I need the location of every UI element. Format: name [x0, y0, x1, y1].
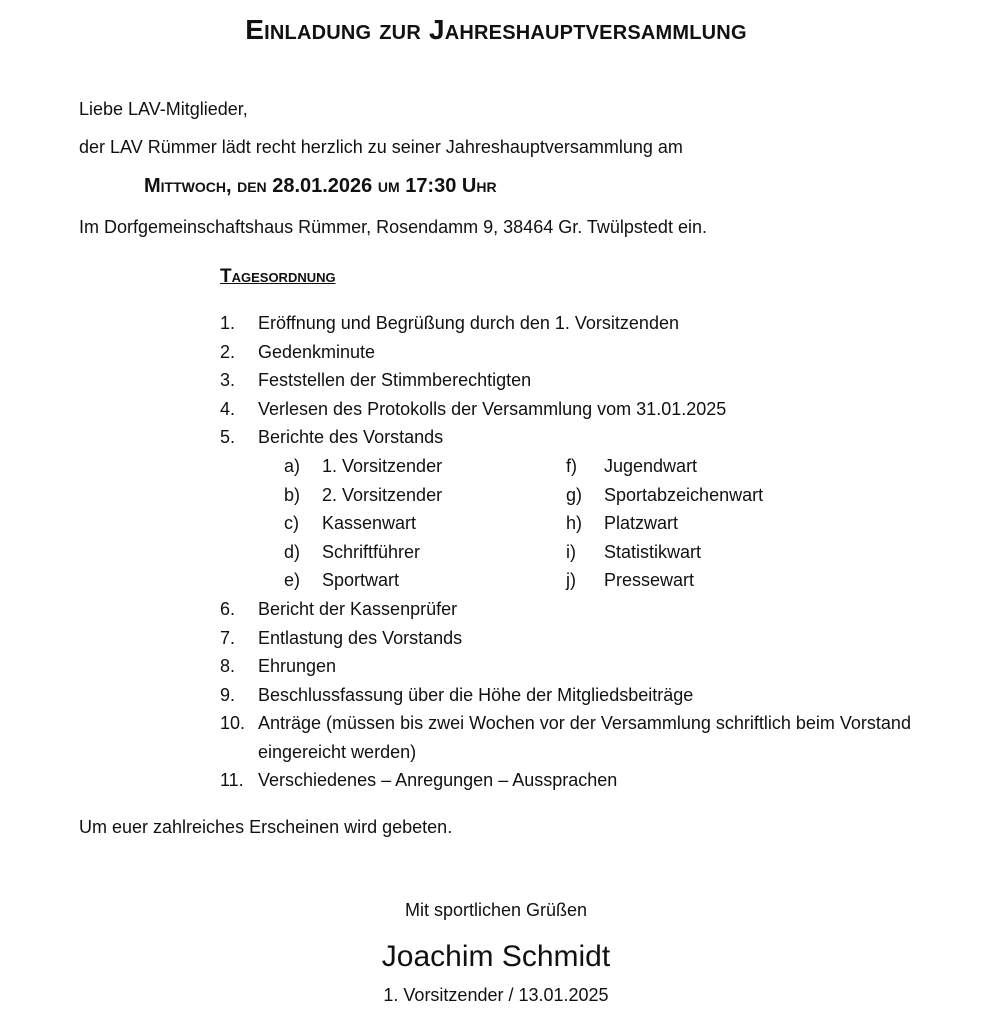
- agenda-item-number: 10.: [220, 713, 246, 734]
- agenda-item-text: Gedenkminute: [258, 341, 376, 362]
- agenda-item-number: 7.: [220, 627, 236, 648]
- agenda-item-text: Anträge (müssen bis zwei Wochen vor der Versammlung schriftlich beim Vorstand eingereicht werden): [258, 713, 911, 762]
- closing-request: Um euer zahlreiches Erscheinen wird gebeten.: [79, 817, 453, 837]
- agenda-item-number: 1.: [220, 313, 236, 333]
- sub-item-letter: g): [566, 484, 583, 505]
- agenda-list: [220, 309, 920, 795]
- agenda-item: [220, 766, 920, 795]
- agenda-item-number: 9.: [220, 684, 236, 705]
- sub-item-letter: i): [566, 541, 576, 562]
- agenda-item: [220, 681, 920, 710]
- agenda-item: [220, 395, 920, 424]
- sub-item-letter: e): [284, 570, 301, 591]
- location-text: Im Dorfgemeinschaftshaus Rümmer, Rosendamm 9, 38464 Gr. Twülpstedt ein.: [79, 217, 707, 237]
- agenda-item: [220, 624, 920, 653]
- agenda-item-number: 8.: [220, 656, 236, 677]
- sub-item-letter: h): [566, 513, 583, 534]
- board-reports-list: [220, 452, 920, 595]
- agenda-item-text: Berichte des Vorstands: [258, 427, 444, 448]
- sub-item-text: Sportwart: [322, 570, 400, 591]
- agenda-item: [220, 709, 920, 766]
- agenda-item: [220, 423, 920, 452]
- sub-item-letter: b): [284, 484, 301, 505]
- agenda-item-text: Ehrungen: [258, 656, 337, 677]
- agenda-item-number: 3.: [220, 370, 236, 391]
- agenda-item-number: 6.: [220, 598, 236, 619]
- sub-item-text: Pressewart: [604, 570, 695, 591]
- sub-item-letter: j): [566, 570, 576, 591]
- agenda-item: [220, 309, 920, 338]
- greeting: Liebe LAV-Mitglieder,: [79, 99, 248, 119]
- sub-item-text: 1. Vorsitzender: [322, 455, 443, 476]
- sub-item-letter: a): [284, 455, 301, 476]
- agenda-item-number: 5.: [220, 427, 236, 448]
- agenda-item-number: 4.: [220, 398, 236, 419]
- sub-item-letter: c): [284, 513, 299, 534]
- regards-text: Mit sportlichen Grüßen: [404, 900, 588, 920]
- agenda-item-text: Entlastung des Vorstands: [258, 627, 463, 648]
- sub-item-text: Schriftführer: [322, 541, 421, 562]
- agenda-item: [220, 652, 920, 681]
- agenda-item-number: 2.: [220, 341, 236, 362]
- meeting-date: Mittwoch, den 28.01.2026 um 17:30 Uhr: [144, 175, 497, 197]
- page-title: Einladung zur Jahreshauptversammlung: [245, 14, 747, 45]
- intro-text: der LAV Rümmer lädt recht herzlich zu seiner Jahreshauptversammlung am: [79, 137, 683, 157]
- sub-item-text: Platzwart: [604, 513, 679, 534]
- agenda-item-text: Eröffnung und Begrüßung durch den 1. Vorsitzenden: [258, 313, 679, 333]
- sub-item-text: Sportabzeichenwart: [604, 484, 764, 505]
- agenda-item-text: Verlesen des Protokolls der Versammlung vom 31.01.2025: [258, 398, 727, 419]
- sub-item-text: Jugendwart: [604, 455, 698, 476]
- agenda-item-text: Bericht der Kassenprüfer: [258, 598, 458, 619]
- agenda-item-text: Feststellen der Stimmberechtigten: [258, 370, 532, 391]
- agenda-item: [220, 366, 920, 395]
- agenda-item: [220, 338, 920, 367]
- agenda-heading: Tagesordnung: [220, 266, 336, 287]
- agenda-item: [220, 595, 920, 624]
- signer-role: 1. Vorsitzender / 13.01.2025: [383, 985, 609, 1005]
- agenda-item-number: 11.: [220, 770, 244, 791]
- sub-item-letter: d): [284, 541, 301, 562]
- sub-item-text: Kassenwart: [322, 513, 417, 534]
- agenda-item-text: Beschlussfassung über die Höhe der Mitgliedsbeiträge: [258, 684, 694, 705]
- sub-item-text: 2. Vorsitzender: [322, 484, 443, 505]
- sub-item-text: Statistikwart: [604, 541, 702, 562]
- agenda-item-text: Verschiedenes – Anregungen – Aussprachen: [258, 770, 618, 791]
- sub-item-letter: f): [566, 455, 577, 476]
- signer-name: Joachim Schmidt: [381, 940, 611, 973]
